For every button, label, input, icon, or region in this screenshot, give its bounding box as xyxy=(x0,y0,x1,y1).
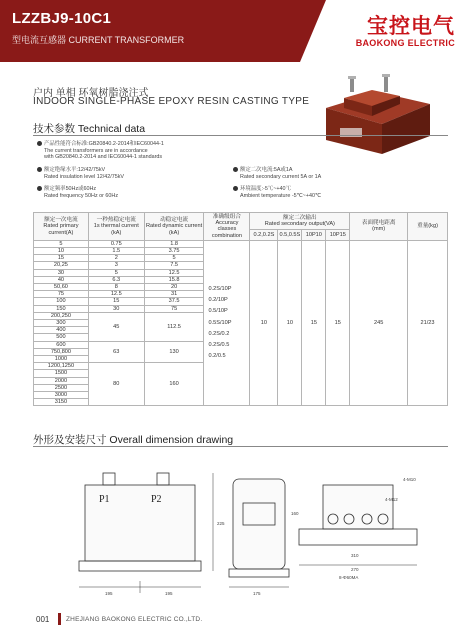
spec-standard: 产品性能符合标准:GB20840.2-2014和IEC60044-1 The current transformers are in accordance with GB20840.2-2014 and IEC60044-1 standards xyxy=(37,141,164,161)
header-accuracy: 准确级组合 Accuracy classes combination xyxy=(204,213,250,241)
header-weight: 重量(kg) xyxy=(408,213,448,241)
accuracy-cell: 0.2S/10P 0.2/10P 0.5/10P 0.5S/10P 0.2S/0.2 0.2S/0.5 0.2/0.5 xyxy=(204,240,250,406)
header-output-col: 10P10 xyxy=(302,230,326,240)
dim-label: 8-Φ60MA xyxy=(339,575,359,580)
table-row: 200,250 45 112.5 xyxy=(34,312,448,319)
table-row: 1000 xyxy=(34,356,448,363)
bullet-icon xyxy=(233,186,238,191)
spec-secondary-current: 额定二次电流:5A或1A Rated secondary current 5A or 1A xyxy=(233,167,321,180)
output-cell: 10 xyxy=(278,240,302,406)
product-subtitle: 型电流互感器 CURRENT TRANSFORMER xyxy=(12,35,185,45)
weight-cell: 21/23 xyxy=(408,240,448,406)
footer-accent-bar xyxy=(58,613,61,625)
dynamic-group: 130 xyxy=(144,341,204,363)
output-cell: 15 xyxy=(326,240,350,406)
spec-temperature: 环境温度:-5℃~+40℃ Ambient temperature -5℃~+40℃ xyxy=(233,186,321,199)
company-name: ZHEJIANG BAOKONG ELECTRIC CO.,LTD. xyxy=(66,616,203,623)
drawing-heading: 外形及安装尺寸 Overall dimension drawing xyxy=(33,434,234,446)
terminal-p1: P1 xyxy=(99,494,110,505)
dim-label: 195 xyxy=(165,591,173,596)
thermal-group: 80 xyxy=(88,363,144,406)
table-row: 75 12.5 31 xyxy=(34,291,448,298)
table-row: 40 6.3 15.8 xyxy=(34,276,448,283)
dim-label: 195 xyxy=(105,591,113,596)
table-row: 3150 xyxy=(34,399,448,406)
output-cell: 10 xyxy=(250,240,278,406)
dimension-drawing xyxy=(33,455,448,605)
table-row: 750,800 xyxy=(34,348,448,355)
dim-label: 4-M12 xyxy=(385,497,398,502)
creepage-cell: 245 xyxy=(350,240,408,406)
page-footer xyxy=(0,610,471,632)
spec-insulation: 额定绝缘水平:12/42/75kV Rated insulation level 12/42/75kV xyxy=(37,167,124,180)
brand-logo xyxy=(330,10,455,56)
header-secondary-output: 额定二次输出 Rated secondary output(VA) xyxy=(250,213,350,230)
bullet-icon xyxy=(233,167,238,172)
header-dynamic-current: 动稳定电流 Rated dynamic current (kA) xyxy=(144,213,204,241)
table-row: 50,60 8 20 xyxy=(34,284,448,291)
thermal-group: 63 xyxy=(88,341,144,363)
thermal-group: 45 xyxy=(88,312,144,341)
dim-label: 225 xyxy=(217,521,225,526)
header-primary-current: 额定一次电流 Rated primary current(A) xyxy=(34,213,89,241)
terminal-p2: P2 xyxy=(151,494,162,505)
logo-en-text: BAOKONG ELECTRIC xyxy=(355,38,455,48)
table-row: 20,25 3 7.5 xyxy=(34,262,448,269)
output-cell: 15 xyxy=(302,240,326,406)
table-row: 15 2 5 xyxy=(34,255,448,262)
bullet-icon xyxy=(37,186,42,191)
header-output-col: 0.5,0.5S xyxy=(278,230,302,240)
section-divider xyxy=(33,446,448,447)
table-row: 400 xyxy=(34,327,448,334)
table-row: 3000 xyxy=(34,392,448,399)
logo-cn-text: 宝控电气 xyxy=(367,14,455,38)
header-thermal-current: 一秒热稳定电流 1s thermal current (kA) xyxy=(88,213,144,241)
spec-frequency: 额定频率50Hz或60Hz Rated frequency 50Hz or 60Hz xyxy=(37,186,118,199)
product-title-cn: 户内 单相 环氧树脂浇注式 xyxy=(33,88,149,99)
dim-label: 270 xyxy=(351,567,359,572)
header-creepage: 表面爬电距离 (mm) xyxy=(350,213,408,241)
table-row: 500 xyxy=(34,334,448,341)
section-divider xyxy=(33,135,448,136)
dim-label: 175 xyxy=(253,591,261,596)
product-title-en: INDOOR SINGLE-PHASE EPOXY RESIN CASTING TYPE xyxy=(33,96,310,107)
header-output-col: 0.2,0.2S xyxy=(250,230,278,240)
table-row: 2500 xyxy=(34,384,448,391)
page-header xyxy=(0,0,471,62)
side-view xyxy=(229,479,289,587)
bullet-icon xyxy=(37,141,42,146)
header-output-col: 10P15 xyxy=(326,230,350,240)
dim-label: 310 xyxy=(351,553,359,558)
table-row: 1500 xyxy=(34,370,448,377)
product-photo xyxy=(322,70,434,156)
table-row: 150 30 75 xyxy=(34,305,448,312)
table-row: 1200,1250 80 160 xyxy=(34,363,448,370)
front-view xyxy=(79,473,213,593)
table-row: 30 5 12.5 xyxy=(34,269,448,276)
model-number: LZZBJ9-10C1 xyxy=(12,10,112,27)
dynamic-group: 160 xyxy=(144,363,204,406)
technical-data-table xyxy=(33,212,448,406)
page-number: 001 xyxy=(36,615,50,624)
technical-heading: 技术参数 Technical data xyxy=(33,123,146,135)
table-row: 300 xyxy=(34,320,448,327)
dim-label: 160 xyxy=(291,511,299,516)
dynamic-group: 112.5 xyxy=(144,312,204,341)
table-row: 600 63 130 xyxy=(34,341,448,348)
bullet-icon xyxy=(37,167,42,172)
table-row: 2000 xyxy=(34,377,448,384)
table-row: 10 1.5 3.75 xyxy=(34,248,448,255)
table-row: 5 0.75 1.8 0.2S/10P 0.2/10P 0.5/10P 0.5S/10P 0.2S/0.2 0.2S/0.5 0.2/0.5 10 10 15 15 245 21/23 xyxy=(34,240,448,247)
dim-label: 4-M10 xyxy=(403,477,416,482)
table-row: 100 15 37.5 xyxy=(34,298,448,305)
